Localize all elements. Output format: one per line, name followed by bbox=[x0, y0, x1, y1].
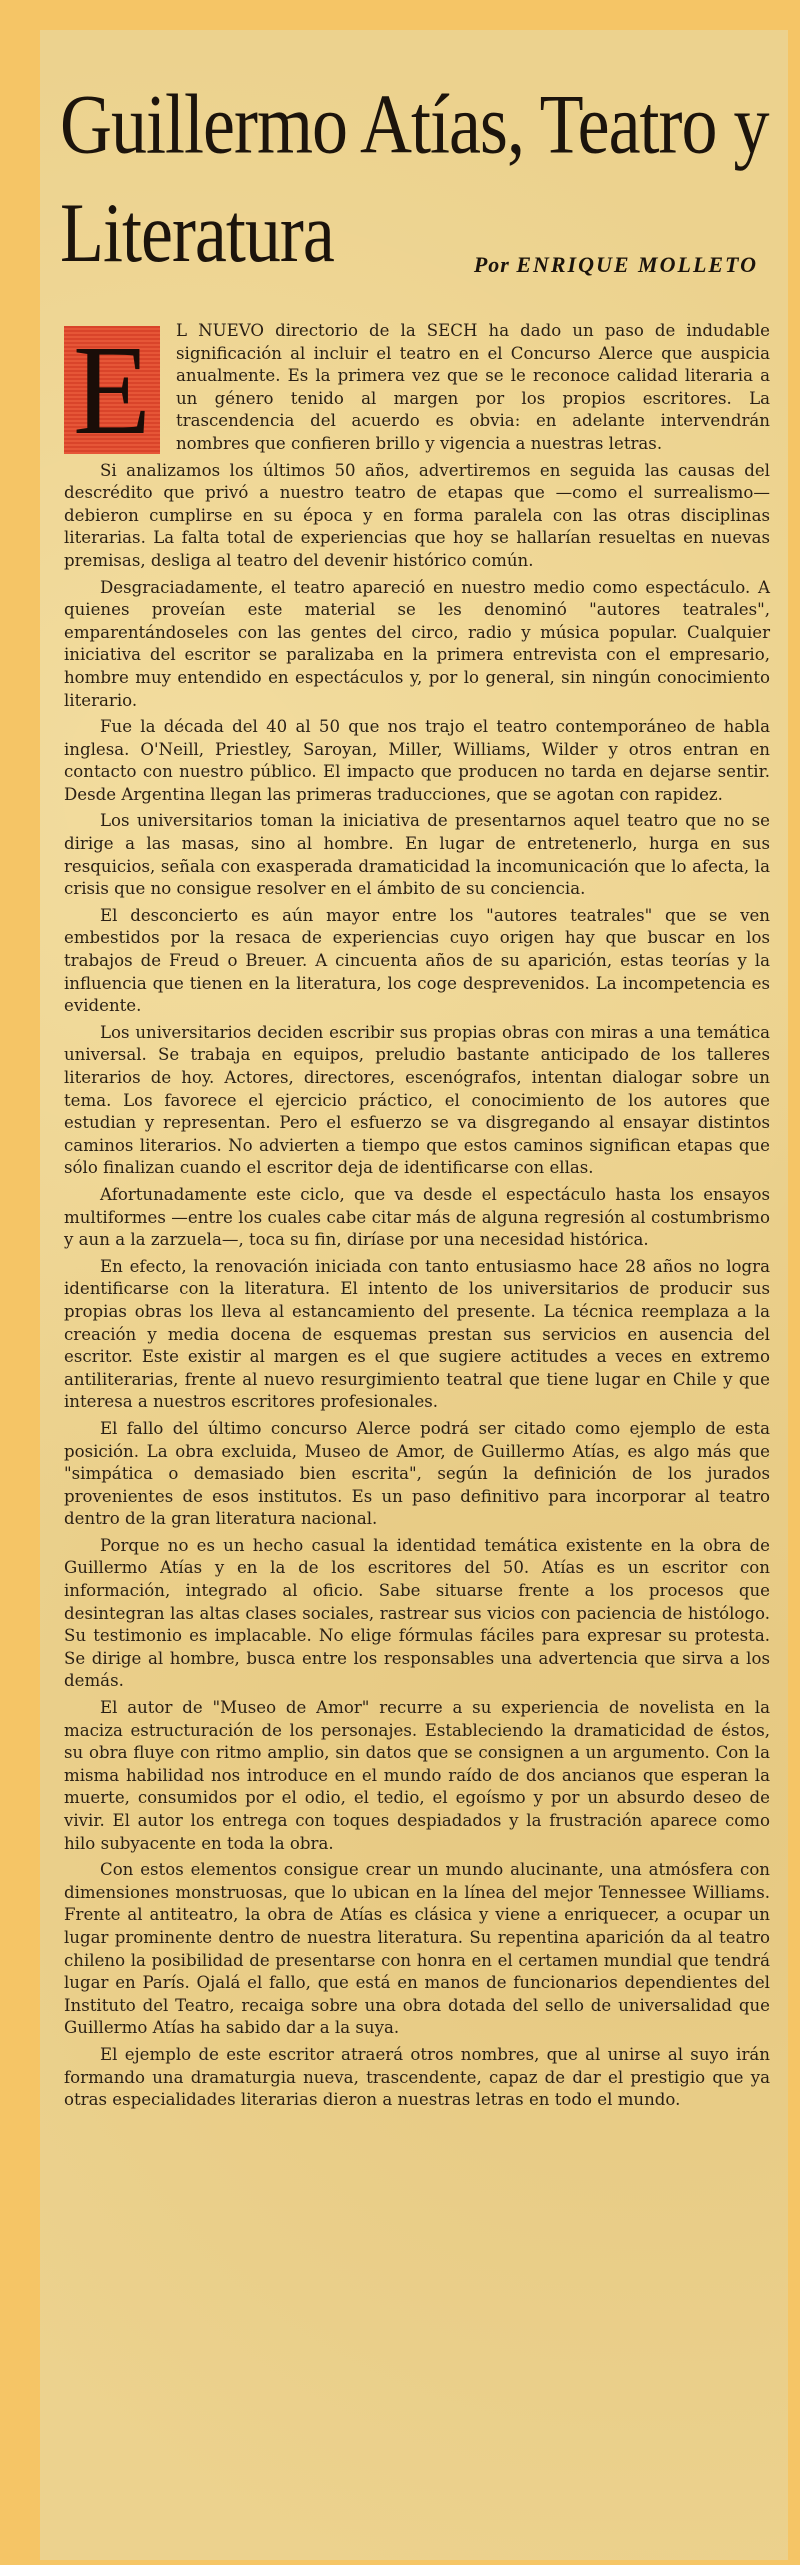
paragraph: Los universitarios deciden escribir sus propias obras con miras a una temática universal. Se trabaja en equipos, preludio bastante anticipado de los talleres literarios de hoy. Actores, directores, escenógrafos, intentan dialogar sobre un tema. Los favorece el ejercicio práctico, el conocimiento de los autores que estudian y representan. Pero el esfuerzo se va disgregando al ensayar distintos caminos literarios. No advierten a tiempo que estos caminos significan etapas que sólo finalizan cuando el escritor deja de identificarse con ellas. bbox=[64, 1022, 770, 1178]
paragraph: El autor de "Museo de Amor" recurre a su experiencia de novelista en la maciza estructuración de los personajes. Estableciendo la dramaticidad de éstos, su obra fluye con ritmo amplio, sin datos que se consignen a un argumento. Con la misma habilidad nos introduce en el mundo raído de dos ancianos que esperan la muerte, consumidos por el odio, el tedio, el egoísmo y por un absurdo deseo de vivir. El autor los entrega con toques despiadados y la frustración aparece como hilo subyacente en toda la obra. bbox=[64, 1698, 770, 1853]
article-body bbox=[64, 320, 770, 2116]
byline-author: ENRIQUE MOLLETO bbox=[516, 252, 758, 277]
byline bbox=[474, 252, 758, 278]
paragraph bbox=[64, 319, 770, 461]
paragraph: El fallo del último concurso Alerce podrá ser citado como ejemplo de esta posición. La obra excluida, Museo de Amor, de Guillermo Atías, es algo más que "simpática o demasiado bien escrita", según la definición de los jurados provenientes de esos institutos. Es un paso definitivo para incorporar al teatro dentro de la gran literatura nacional. bbox=[64, 1418, 770, 1529]
newspaper-clipping bbox=[40, 30, 788, 2560]
paragraph: En efecto, la renovación iniciada con tanto entusiasmo hace 28 años no logra identificarse con la literatura. El intento de los universitarios de producir sus propias obras los lleva al estancamiento del presente. La técnica reemplaza a la creación y media docena de esquemas prestan sus servicios en ausencia del escritor. Este existir al margen es el que sugiere actitudes a veces en extremo antiliterarias, frente al nuevo resurgimiento teatral que tiene lugar en Chile y que interesa a nuestros escritores profesionales. bbox=[64, 1256, 770, 1412]
paragraph: Fue la década del 40 al 50 que nos trajo el teatro contemporáneo de habla inglesa. O'Neill, Priestley, Saroyan, Miller, Williams, Wilder y otros entran en contacto con nuestro público. El impacto que producen no tarda en dejarse sentir. Desde Argentina llegan las primeras traducciones, que se agotan con rapidez. bbox=[64, 717, 770, 804]
paragraph: El desconcierto es aún mayor entre los "autores teatrales" que se ven embestidos por la resaca de experiencias cuyo origen hay que buscar en los trabajos de Freud o Breuer. A cincuenta años de su aparición, estas teorías y la influencia que tienen en la literatura, los coge desprevenidos. La incompetencia es evidente. bbox=[64, 905, 770, 1016]
paragraph: Los universitarios toman la iniciativa de presentarnos aquel teatro que no se dirige a las masas, sino al hombre. En lugar de entretenerlo, hurga en sus resquicios, señala con exasperada dramaticidad la incomunicación que lo afecta, la crisis que no consigue resolver en el ámbito de su conciencia. bbox=[64, 811, 770, 899]
paragraph-text: L NUEVO directorio de la SECH ha dado un paso de indudable significación al incluir el teatro en el Concurso Alerce que auspicia anualmente. Es la primera vez que se le reconoce calidad literaria a un género tenido al margen por los propios escritores. La trascendencia del acuerdo es obvia: en adelante intervendrán nombres que confieren brillo y vigencia a nuestras letras. bbox=[176, 321, 770, 453]
paragraph: Desgraciadamente, el teatro apareció en nuestro medio como espectáculo. A quienes proveían este material se les denominó "autores teatrales", emparentándoseles con las gentes del circo, radio y música popular. Cualquier iniciativa del escritor se paralizaba en la primera entrevista con el empresario, hombre muy entendido en espectáculos y, por lo general, sin ningún conocimiento literario. bbox=[64, 577, 770, 710]
paragraph: El ejemplo de este escritor atraerá otros nombres, que al unirse al suyo irán formando una dramaturgia nueva, trascendente, capaz de dar el prestigio que ya otras especialidades literarias dieron a nuestras letras en todo el mundo. bbox=[64, 2044, 770, 2110]
paragraph: Con estos elementos consigue crear un mundo alucinante, una atmósfera con dimensiones monstruosas, que lo ubican en la línea del mejor Tennessee Williams. Frente al antiteatro, la obra de Atías es clásica y viene a enriquecer, a ocupar un lugar prominente dentro de nuestra literatura. Su repentina aparición da al teatro chileno la posibilidad de presentarse con honra en el certamen mundial que tendrá lugar en París. Ojalá el fallo, que está en manos de funcionarios dependientes del Instituto del Teatro, recaiga sobre una obra dotada del sello de universalidad que Guillermo Atías ha sabido dar a la suya. bbox=[64, 1860, 770, 2038]
paragraph: Si analizamos los últimos 50 años, advertiremos en seguida las causas del descrédito que privó a nuestro teatro de etapas que —como el surrealismo— debieron cumplirse en su época y en forma paralela con las otras disciplinas literarias. La falta total de experiencias que hoy se hallarían resueltas en nuevas premisas, desliga al teatro del devenir histórico común. bbox=[64, 460, 770, 570]
article-title: Guillermo Atías, Teatro y Literatura bbox=[60, 77, 769, 281]
drop-cap: E bbox=[64, 326, 160, 454]
paragraph: Afortunadamente este ciclo, que va desde el espectáculo hasta los ensayos multiformes —entre los cuales cabe citar más de alguna regresión al costumbrismo y aun a la zarzuela—, toca su fin, diríase por una necesidad histórica. bbox=[64, 1184, 770, 1250]
paragraph: Porque no es un hecho casual la identidad temática existente en la obra de Guillermo Atías y en la de los escritores del 50. Atías es un escritor con información, integrado al oficio. Sabe situarse frente a los procesos que desintegran las altas clases sociales, rastrear sus vicios con paciencia de histólogo. Su testimonio es implacable. No elige fórmulas fáciles para expresar su protesta. Se dirige al hombre, busca entre los responsables una advertencia que sirva a los demás. bbox=[64, 1535, 770, 1691]
byline-prefix: Por bbox=[473, 252, 510, 277]
